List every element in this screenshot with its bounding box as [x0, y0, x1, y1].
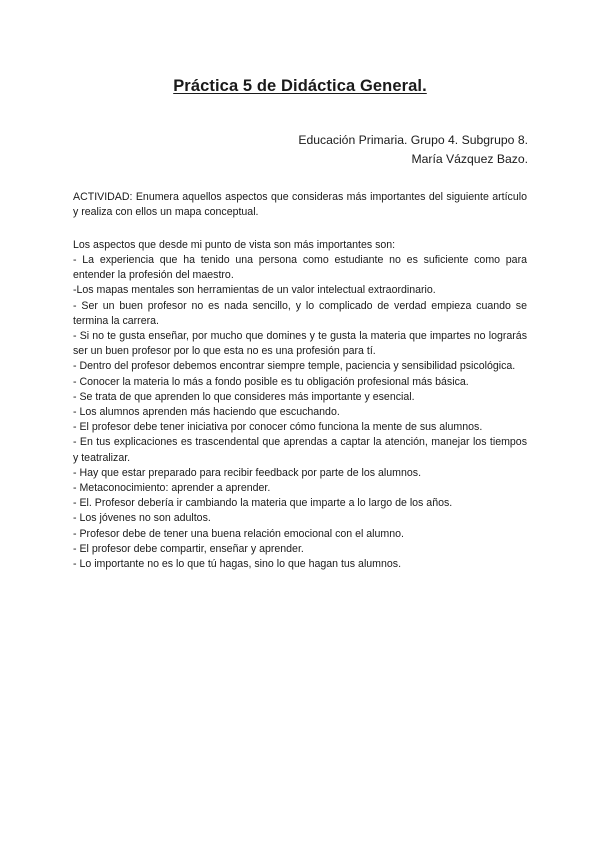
list-item: - Hay que estar preparado para recibir feedback por parte de los alumnos. — [73, 466, 422, 479]
author-name: María Vázquez Bazo. — [411, 152, 528, 166]
list-item: - En tus explicaciones es trascendental que aprendas a captar la atención, manejar los tiempos y teatralizar. — [73, 436, 527, 464]
list-item: - Dentro del profesor debemos encontrar siempre temple, paciencia y sensibilidad psicológica. — [73, 360, 516, 373]
list-item: - Los jóvenes no son adultos. — [73, 512, 211, 525]
list-item: - El. Profesor debería ir cambiando la materia que imparte a lo largo de los años. — [73, 497, 453, 510]
list-item: - Conocer la materia lo más a fondo posible es tu obligación profesional más básica. — [73, 375, 469, 388]
list-item: - Los alumnos aprenden más haciendo que escuchando. — [73, 406, 340, 419]
author-block — [298, 131, 528, 169]
list-item: - La experiencia que ha tenido una persona como estudiante no es suficiente como para entender la profesión del maestro. — [73, 254, 527, 282]
list-item: - Profesor debe de tener una buena relación emocional con el alumno. — [73, 527, 404, 540]
list-item: - Lo importante no es lo que tú hagas, sino lo que hagan tus alumnos. — [73, 558, 402, 571]
list-item: - Se trata de que aprenden lo que consideres más importante y esencial. — [73, 390, 415, 403]
list-item: -Los mapas mentales son herramientas de un valor intelectual extraordinario. — [73, 284, 436, 297]
list-item: - El profesor debe tener iniciativa por conocer cómo funciona la mente de sus alumnos. — [73, 421, 483, 434]
list-item: - Metaconocimiento: aprender a aprender. — [73, 482, 271, 495]
activity-statement: ACTIVIDAD: Enumera aquellos aspectos que consideras más importantes del siguiente artículo y realiza con ellos un mapa conceptual. — [73, 191, 527, 219]
list-item: - Si no te gusta enseñar, por mucho que domines y te gusta la materia que impartes no lograrás ser un buen profesor por lo que esta no es una profesión para tí. — [73, 330, 527, 358]
list-item: - Ser un buen profesor no es nada sencillo, y lo complicado de verdad empieza cuando se termina la carrera. — [73, 299, 527, 327]
intro-paragraph: Los aspectos que desde mi punto de vista son más importantes son: — [73, 239, 396, 251]
list-item: - El profesor debe compartir, enseñar y aprender. — [73, 542, 304, 555]
course-line: Educación Primaria. Grupo 4. Subgrupo 8. — [298, 133, 528, 147]
points-list — [73, 253, 527, 572]
document-title: Práctica 5 de Didáctica General. — [173, 77, 427, 95]
